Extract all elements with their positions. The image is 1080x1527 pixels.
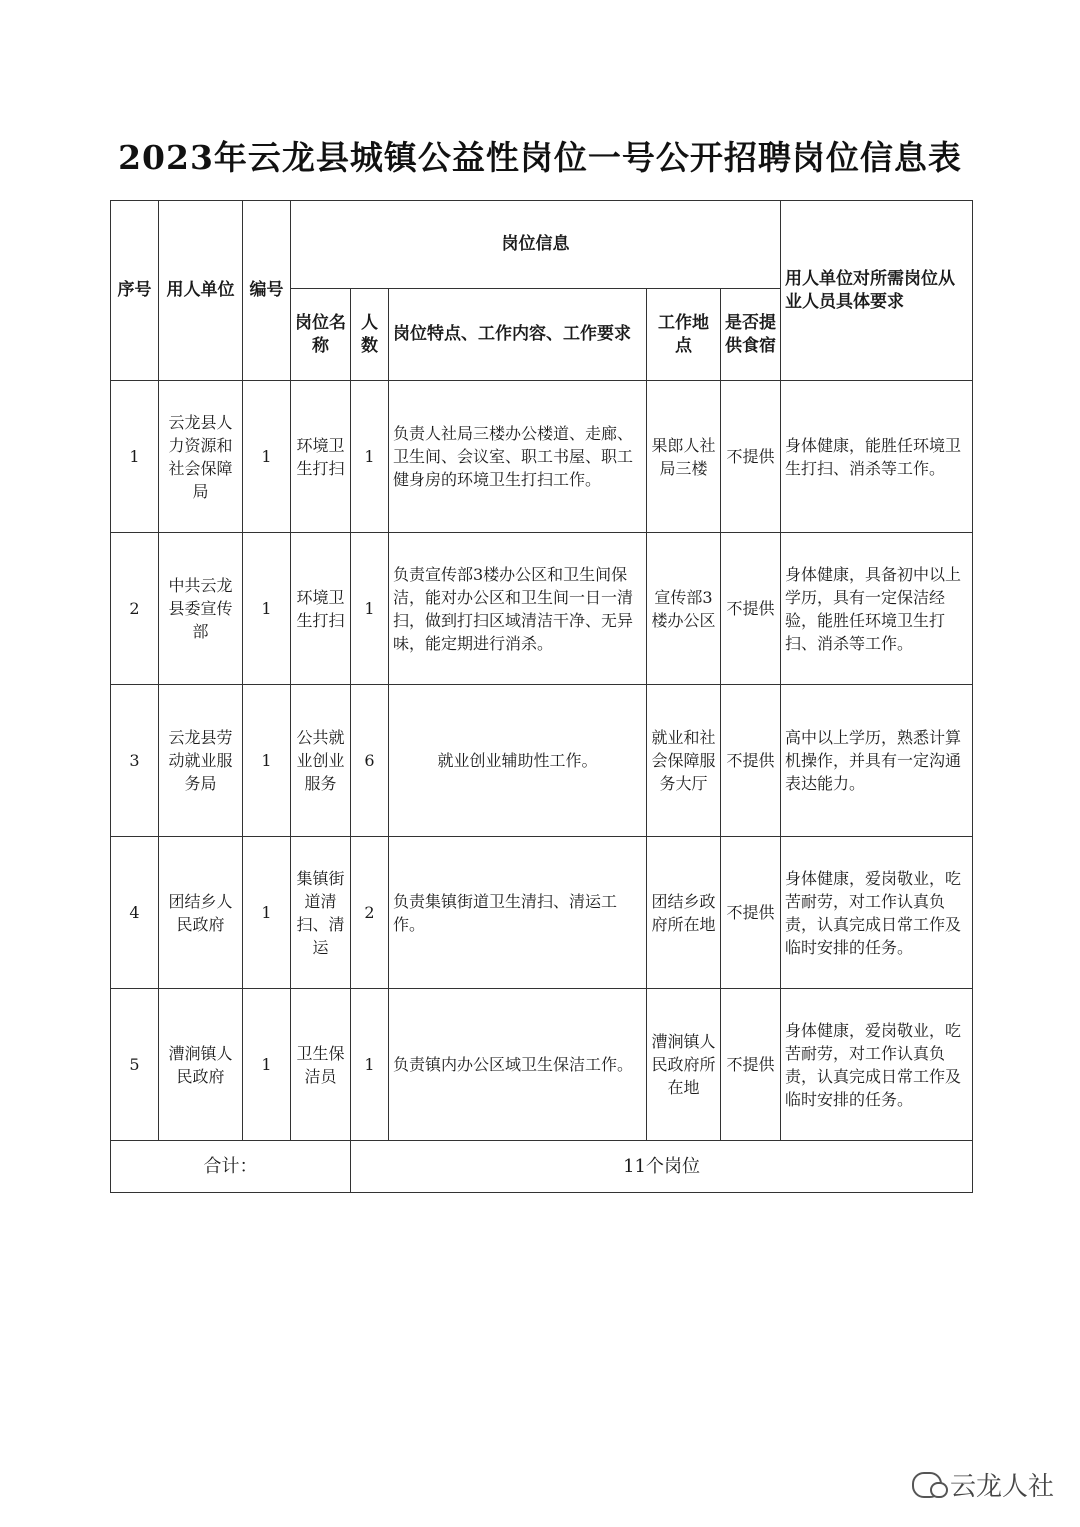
table-row [111, 989, 973, 1141]
cell-seq: 4 [111, 837, 159, 989]
cell-requirements: 身体健康，具备初中以上学历，具有一定保洁经验，能胜任环境卫生打扫、消杀等工作。 [781, 533, 973, 685]
header-row-top [111, 201, 973, 289]
header-post-name: 岗位名称 [291, 289, 351, 381]
cell-board: 不提供 [721, 381, 781, 533]
header-location: 工作地点 [647, 289, 721, 381]
cell-seq: 3 [111, 685, 159, 837]
cell-post-name: 集镇街道清扫、清运 [291, 837, 351, 989]
cell-code: 1 [243, 533, 291, 685]
cell-count: 6 [351, 685, 389, 837]
cell-location: 就业和社会保障服务大厅 [647, 685, 721, 837]
table-row [111, 533, 973, 685]
cell-duties: 负责宣传部3楼办公区和卫生间保洁，能对办公区和卫生间一日一清扫，做到打扫区域清洁干净、无异味，能定期进行消杀。 [389, 533, 647, 685]
watermark [912, 1466, 1054, 1503]
total-row [111, 1141, 973, 1193]
cell-board: 不提供 [721, 685, 781, 837]
table-row [111, 837, 973, 989]
cell-requirements: 身体健康，能胜任环境卫生打扫、消杀等工作。 [781, 381, 973, 533]
watermark-text: 云龙人社 [950, 1472, 1055, 1502]
job-info-table [110, 200, 973, 1193]
cell-duties: 负责镇内办公区域卫生保洁工作。 [389, 989, 647, 1141]
cell-duties: 就业创业辅助性工作。 [389, 685, 647, 837]
cell-location: 漕涧镇人民政府所在地 [647, 989, 721, 1141]
total-label: 合计： [111, 1141, 351, 1193]
cell-requirements: 身体健康，爱岗敬业，吃苦耐劳，对工作认真负责，认真完成日常工作及临时安排的任务。 [781, 837, 973, 989]
total-value: 11个岗位 [351, 1141, 973, 1193]
cell-employer: 团结乡人民政府 [159, 837, 243, 989]
cell-location: 宣传部3楼办公区 [647, 533, 721, 685]
cell-requirements: 高中以上学历，熟悉计算机操作，并具有一定沟通表达能力。 [781, 685, 973, 837]
cell-code: 1 [243, 685, 291, 837]
cell-count: 2 [351, 837, 389, 989]
cell-post-name: 环境卫生打扫 [291, 381, 351, 533]
cell-employer: 中共云龙县委宣传部 [159, 533, 243, 685]
cell-post-name: 卫生保洁员 [291, 989, 351, 1141]
table-row [111, 685, 973, 837]
header-board: 是否提供食宿 [721, 289, 781, 381]
cell-post-name: 环境卫生打扫 [291, 533, 351, 685]
cell-post-name: 公共就业创业服务 [291, 685, 351, 837]
cell-employer: 漕涧镇人民政府 [159, 989, 243, 1141]
header-requirements: 用人单位对所需岗位从业人员具体要求 [781, 201, 973, 381]
cell-board: 不提供 [721, 989, 781, 1141]
cell-employer: 云龙县人力资源和社会保障局 [159, 381, 243, 533]
cell-seq: 2 [111, 533, 159, 685]
header-duties: 岗位特点、工作内容、工作要求 [389, 289, 647, 381]
cell-duties: 负责集镇街道卫生清扫、清运工作。 [389, 837, 647, 989]
table-row [111, 381, 973, 533]
cell-location: 团结乡政府所在地 [647, 837, 721, 989]
cell-seq: 1 [111, 381, 159, 533]
header-post-info-group: 岗位信息 [291, 201, 781, 289]
wechat-icon [912, 1472, 942, 1498]
cell-code: 1 [243, 381, 291, 533]
header-employer: 用人单位 [159, 201, 243, 381]
cell-count: 1 [351, 381, 389, 533]
cell-duties: 负责人社局三楼办公楼道、走廊、卫生间、会议室、职工书屋、职工健身房的环境卫生打扫工作。 [389, 381, 647, 533]
header-count: 人数 [351, 289, 389, 381]
cell-board: 不提供 [721, 533, 781, 685]
cell-requirements: 身体健康，爱岗敬业，吃苦耐劳，对工作认真负责，认真完成日常工作及临时安排的任务。 [781, 989, 973, 1141]
cell-count: 1 [351, 989, 389, 1141]
cell-location: 果郎人社局三楼 [647, 381, 721, 533]
cell-employer: 云龙县劳动就业服务局 [159, 685, 243, 837]
header-seq: 序号 [111, 201, 159, 381]
cell-seq: 5 [111, 989, 159, 1141]
cell-count: 1 [351, 533, 389, 685]
page-title: 2023年云龙县城镇公益性岗位一号公开招聘岗位信息表 [118, 138, 962, 177]
cell-code: 1 [243, 837, 291, 989]
header-code: 编号 [243, 201, 291, 381]
cell-code: 1 [243, 989, 291, 1141]
cell-board: 不提供 [721, 837, 781, 989]
